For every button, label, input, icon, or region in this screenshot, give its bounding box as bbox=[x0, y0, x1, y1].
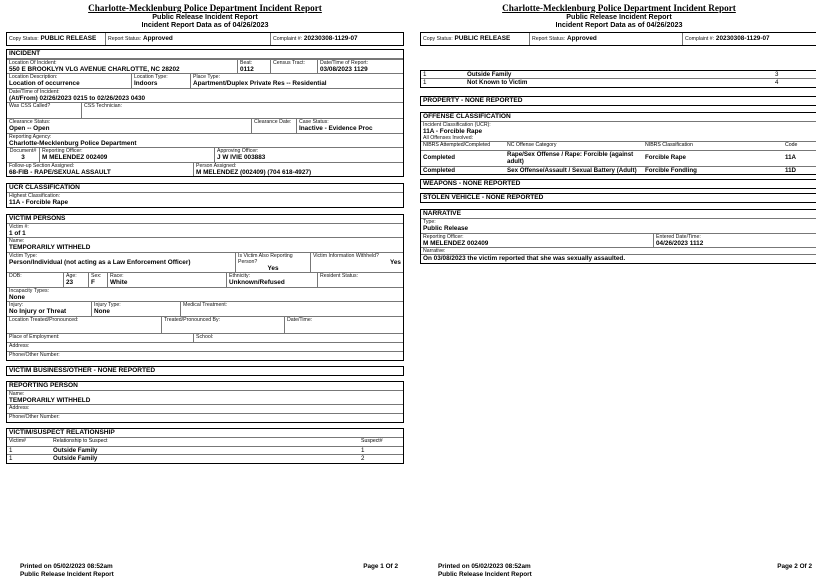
page-number: Page 2 Of 2 bbox=[777, 562, 812, 570]
weapons-section: WEAPONS - NONE REPORTED bbox=[420, 179, 816, 189]
stolen-vehicle-section: STOLEN VEHICLE - NONE REPORTED bbox=[420, 193, 816, 203]
table-row: 1 Not Known to Victim 4 bbox=[421, 79, 816, 87]
page-number: Page 1 Of 2 bbox=[363, 562, 398, 570]
report-page-2 bbox=[420, 0, 816, 583]
table-row: Completed Sex Offense/Assault / Sexual Battery (Adult) Forcible Fondling 11D bbox=[421, 166, 816, 174]
print-footer: Printed on 05/02/2023 08:52am Public Release Incident Report bbox=[438, 563, 532, 578]
section-title: INCIDENT bbox=[7, 50, 403, 59]
table-header: NIBRS Attempted/Completed NC Offense Category NIBRS Classification Code bbox=[421, 142, 816, 151]
table-row: 1 Outside Family 3 bbox=[423, 70, 779, 78]
report-subtitle: Public Release Incident Report bbox=[152, 12, 258, 21]
report-header: Charlotte-Mecklenburg Police Department Incident Report Public Release Incident Report Incident Report Data as of 04/26/2023 bbox=[502, 3, 736, 29]
victim-section: VICTIM PERSONS Victim #: 1 of 1 Name: TEMPORARILY WITHHELD Victim Type: Person/Individual (not acting as a Law Enforcement Officer) Is Victim Also Reporting Person? Yes Victim Information Withheld? Yes DOB: Age: 23 Sex: F Race: White Ethnicity: Unknown/Refused Resident Status: Incapacity Types: None Injury: No Injury or Threat Injury Type: None Medical Treatment: Location Treated/Pronounced: Treated/Pronounced By: Date/Time: Place of Employment: School: Address: Phone/Other Number: bbox=[6, 214, 404, 361]
agency-title: Charlotte-Mecklenburg Police Department Incident Report bbox=[88, 3, 322, 13]
status-bar: Copy Status: PUBLIC RELEASE Report Status: Approved Complaint #: 20230308-1129-07 bbox=[420, 32, 816, 46]
offense-table bbox=[421, 141, 816, 174]
table-row: 1 Outside Family 1 bbox=[7, 446, 403, 455]
property-section: PROPERTY - NONE REPORTED bbox=[420, 96, 816, 106]
ucr-section: UCR CLASSIFICATION Highest Classification: 11A - Forcible Rape bbox=[6, 183, 404, 208]
report-header bbox=[6, 3, 404, 29]
complaint-number: 20230308-1129-07 bbox=[303, 35, 358, 42]
report-asof: Incident Report Data as of 04/26/2023 bbox=[141, 20, 269, 29]
relationship-continued bbox=[420, 70, 816, 88]
reporting-person-section: REPORTING PERSON Name: TEMPORARILY WITHHELD Address: Phone/Other Number: bbox=[6, 381, 404, 424]
table-header: Victim# Relationship to Suspect Suspect# bbox=[9, 438, 383, 444]
copy-status: PUBLIC RELEASE bbox=[40, 35, 97, 42]
table-row: Completed Rape/Sex Offense / Rape: Forcible (against adult) Forcible Rape 11A bbox=[421, 150, 816, 166]
narrative-text: On 03/08/2023 the victim reported that she was sexually assaulted. bbox=[423, 255, 626, 262]
table-row: 1 Outside Family 2 bbox=[7, 455, 403, 463]
victim-business-section: VICTIM BUSINESS/OTHER - NONE REPORTED bbox=[6, 366, 404, 376]
report-page-1 bbox=[6, 0, 404, 583]
incident-section: INCIDENT Location Of Incident: 550 E BROOKLYN VLG AVENUE CHARLOTTE, NC 28202 Beat: 0112 Census Tract: Date/Time of Report: 03/08/2023 1129 Location Description: Location of occurrence Location Type: Indoors Place Type: Apartment/Duplex Private Res -- Residential Date/Time of Incident: (At/From) 02/26/2023 0215 to 02/26/2023 0430 Was CSS Called? CSS Technician: Clearance Status: Open -- Open Clearance Date: Case Status: Inactive - Evidence Proc Reporting Agency: Charlotte-Mecklenburg Police Department Document# 3 Reporting Officer: M MELENDEZ 002409 Approving Officer: J W IVIE 003883 Follow-up Section Assigned: 68-FIB - RAPE/SEXUAL ASSAULT Person Assigned: M MELENDEZ (002409) (704 618-4927) bbox=[6, 49, 404, 178]
narrative-section: NARRATIVE Type: Public Release Reporting Officer: M MELENDEZ 002409 Entered Date/Time: 04/26/2023 1112 Narrative: On 03/08/2023 the victim reported that she was sexually assaulted. bbox=[420, 209, 816, 264]
print-footer: Printed on 05/02/2023 08:52am Public Release Incident Report bbox=[20, 563, 114, 578]
report-status: Approved bbox=[142, 35, 173, 42]
relationship-table bbox=[7, 438, 403, 463]
status-bar: Copy Status: PUBLIC RELEASE Report Status: Approved Complaint #: 20230308-1129-07 bbox=[6, 32, 404, 46]
victim-suspect-section: VICTIM/SUSPECT RELATIONSHIP Victim# Relationship to Suspect Suspect# 1 Outside Family 1 1 Outside Family 2 bbox=[6, 428, 404, 464]
offense-section: OFFENSE CLASSIFICATION Incident Classification (UCR): 11A - Forcible Rape All Offenses Involved: NIBRS Attempted/Completed NC Offense Category NIBRS Classification Code Completed Rape/Sex Offense / Rape: Forcible (against adult) Forcible Rape 11A Completed Sex Offense/Assault / Sexual Battery (Adult) Forcible Fondling 11D bbox=[420, 112, 816, 176]
incident-location: 550 E BROOKLYN VLG AVENUE CHARLOTTE, NC 28202 bbox=[9, 65, 180, 73]
